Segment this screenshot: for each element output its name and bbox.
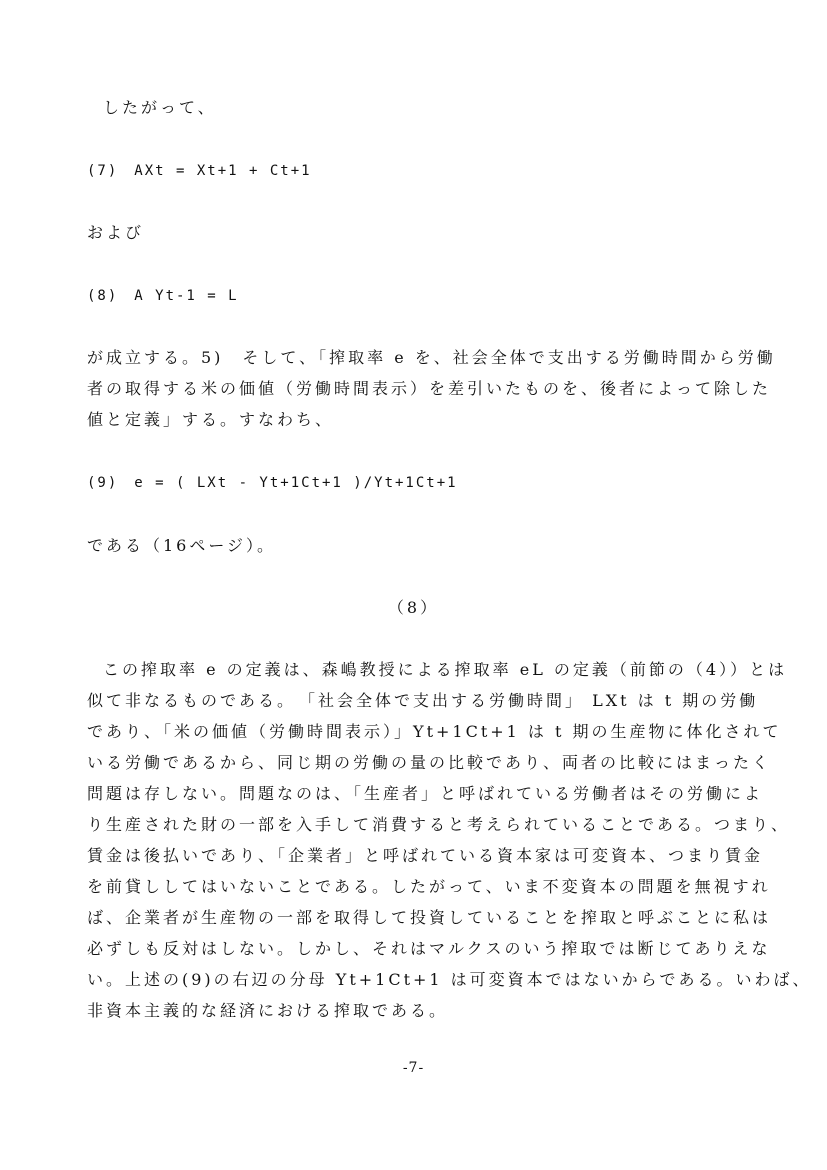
body-line-3: であり、「米の価値（労働時間表示）」Yt+1Ct+1 は t 期の生産物に体化されて — [87, 722, 782, 741]
body-line-1: この搾取率 e の定義は、森嶋教授による搾取率 eL の定義（前節の（4））とは — [103, 660, 788, 679]
body-line-10: 必ずしも反対はしない。しかし、それはマルクスのいう搾取では断じてありえな — [87, 939, 771, 958]
intro-text: したがって、 — [103, 98, 217, 117]
body-line-11: い。上述の(9)の右辺の分母 Yt+1Ct+1 は可変資本ではないからである。いわば、 — [87, 970, 812, 989]
section-heading: （8） — [387, 598, 440, 617]
paragraph-2: である（16ページ）。 — [87, 536, 277, 555]
page-number: -7- — [402, 1060, 425, 1076]
body-line-9: ば、企業者が生産物の一部を取得して投資していることを搾取と呼ぶことに私は — [87, 908, 772, 927]
body-line-4: いる労働であるから、同じ期の労働の量の比較であり、両者の比較にはまったく — [87, 753, 772, 772]
body-line-8: を前貸ししてはいないことである。したがって、いま不変資本の問題を無視すれ — [87, 877, 771, 896]
paragraph-1-line-3: 値と定義」する。すなわち、 — [87, 410, 335, 429]
equation-9: (9) e = ( LXt - Yt+1Ct+1 )/Yt+1Ct+1 — [87, 475, 458, 491]
equation-7: (7) AXt = Xt+1 + Ct+1 — [87, 163, 312, 179]
paragraph-1-line-1: が成立する。5) そして、「搾取率 e を、社会全体で支出する労働時間から労働 — [87, 348, 776, 367]
equation-8: (8) A Yt-1 = L — [87, 288, 239, 304]
body-line-6: り生産された財の一部を入手して消費すると考えられていることである。つまり、 — [87, 815, 791, 834]
body-line-2: 似て非なるものである。 「社会全体で支出する労働時間」 LXt は t 期の労働 — [87, 691, 759, 710]
body-line-12: 非資本主義的な経済における搾取である。 — [87, 1001, 449, 1020]
paragraph-1-line-2: 者の取得する米の価値（労働時間表示）を差引いたものを、後者によって除した — [87, 379, 772, 398]
body-line-7: 賃金は後払いであり、「企業者」と呼ばれている資本家は可変資本、つまり賃金 — [87, 846, 764, 865]
oyobi-text: および — [87, 223, 145, 242]
body-line-5: 問題は存しない。問題なのは、「生産者」と呼ばれている労働者はその労働によ — [87, 784, 764, 803]
